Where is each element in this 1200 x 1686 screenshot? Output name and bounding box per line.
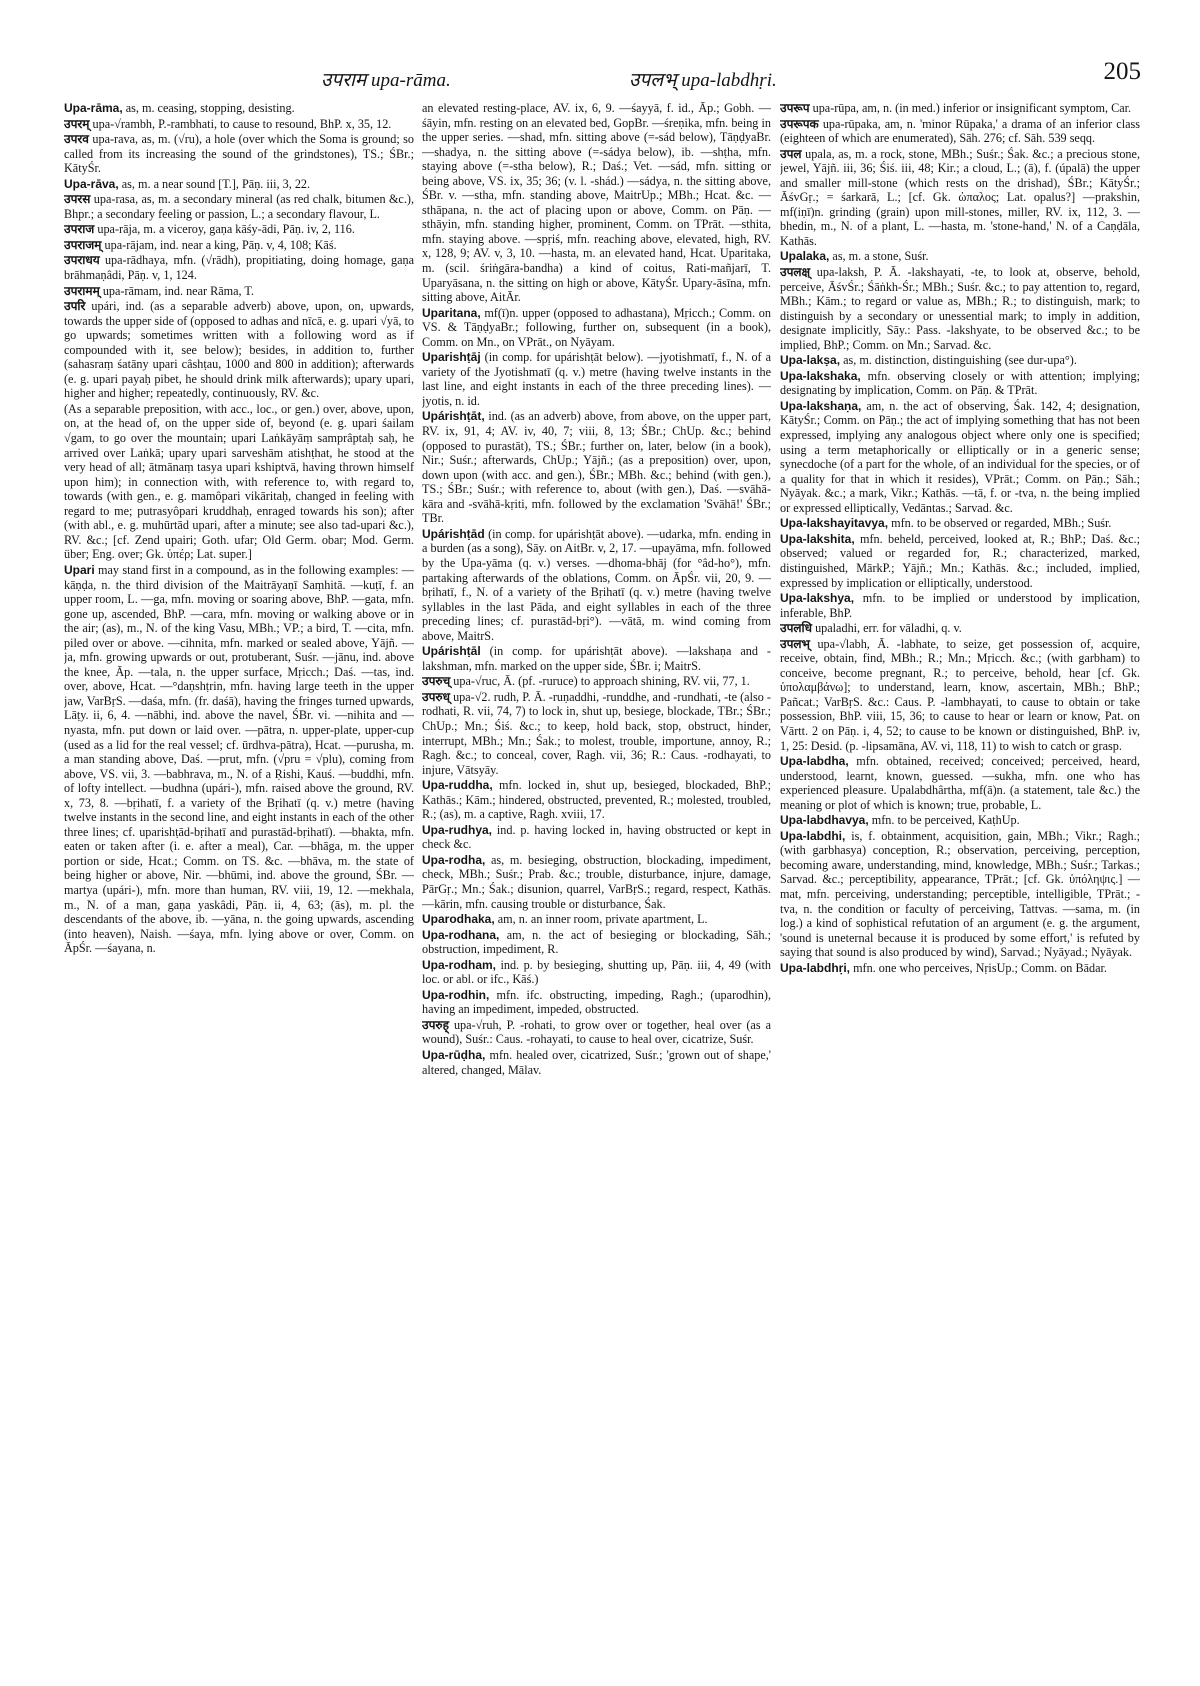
dictionary-entry [422, 350, 771, 408]
entry-headword: Upa-lakshya, [780, 591, 855, 606]
entry-headword: उपरामम् [64, 283, 100, 298]
entry-headword: उपरूपक [780, 116, 819, 131]
dictionary-entry [422, 1018, 771, 1047]
entry-headword: उपराजम् [64, 237, 102, 252]
entry-definition: upa-√labh, Ā. -labhate, to seize, get possession of, acquire, receive, obtain, find, MBh.; R.; Mn.; Mṛicch. &c.; (with garbham) to conceive, become pregnant, R.; to perceive, behold, hear [cf. Gk. ὑπολαμβάνω]; to understand, learn, know, ascertain, MBh.; BhP.; Pañcat.; VarBṛS. &c.: Caus. P. -lambhayati, to cause to obtain or take possession, BhP. viii, 15, 36; to cause to hear or learn or know, Pat. on Vārtt. 2 on Pāṇ. i, 4, 52; to cause to be known or distinguished, BhP. iv, 1, 25: Desid. (p. -lipsamāna, AV. vi, 118, 11) to wish to catch or grasp. [780, 636, 1140, 753]
entry-headword: उपल [780, 146, 802, 161]
entry-definition: upa-rāmam, ind. near Rāma, T. [99, 283, 254, 298]
entry-headword: Upárishṭāt, [422, 409, 485, 424]
dictionary-entry [64, 117, 414, 132]
entry-headword: उपराधय [64, 253, 100, 268]
dictionary-entry [64, 222, 414, 237]
entry-definition: (in comp. for upárishṭāt below). —jyotishmatī, f., N. of a variety of the Jyotishmatī (q. v.) metre (having twelve instants in the last line, and eight instants in each of the three preceding lines). —jyotis, n. id. [422, 350, 771, 408]
entry-headword: Upa-lakshaṇa, [780, 398, 862, 413]
entry-headword: Upa-rudhya, [422, 822, 493, 837]
entry-headword: उपरूप [780, 101, 810, 115]
dictionary-entry [780, 516, 1140, 531]
entry-headword: Upa-lakshayitavya, [780, 516, 889, 531]
entry-definition: upa-rājam, ind. near a king, Pāṇ. v, 4, 108; Kāś. [101, 237, 337, 252]
entry-headword: Upa-ruddha, [422, 778, 493, 793]
entry-headword: Upa-lakṣa, [780, 353, 841, 368]
dictionary-entry [780, 101, 1140, 116]
entry-definition: mfn. observing closely or with attention; implying; designating by implication, Comm. on Pāṇ. & TPrāt. [780, 368, 1140, 398]
entry-definition: ind. p. by besieging, shutting up, Pāṇ. iii, 4, 49 (with loc. or abl. or ifc., Kāś.) [422, 957, 771, 987]
entry-definition: upári, ind. (as a separable adverb) above, upon, on, upwards, towards the upper side of (opposed to adhas and nīcā, e. g. upari √yā, to go upwards; sometimes written with a following word as if compounded with it, see below); besides, in addition to, further (sahasraṃ śatāny upari câshṭau, 1000 and 800 in addition); afterwards (e. g. upari payaḥ pibet, he should drink milk afterwards); upary upari, higher and higher; repeatedly, continuously, RV. &c. [64, 299, 414, 401]
dictionary-entry [780, 399, 1140, 515]
dictionary-entry [422, 527, 771, 643]
entry-definition: mfn. beheld, perceived, looked at, R.; BhP.; Daś. &c.; observed; valued or regarded for, R.; characterized, marked, distinguished, MārkP.; Yājñ.; Mn.; Kathās. &c.; included, implied, expressed by implication or elliptically, understood. [780, 531, 1140, 590]
entry-definition: mfn. to be implied or understood by implication, inferable, BhP. [780, 591, 1140, 620]
entry-headword: उपरम् [64, 116, 90, 131]
entry-definition: mfn. ifc. obstructing, impeding, Ragh.; (uparodhin), having an impediment, impeded, obstructed. [422, 987, 771, 1017]
entry-definition: upa-√rambh, P.-rambhati, to cause to resound, BhP. x, 35, 12. [89, 116, 392, 131]
column-1 [64, 101, 414, 1666]
entry-definition: upa-√2. rudh, P. Ā. -ruṇaddhi, -runddhe, and -rundhati, -te (also -rodhati, R. vii, 74, 7) to lock in, shut up, besiege, blockade, TBr.; ŚBr.; ChUp.; Mn.; Śiś. &c.; to keep, hold back, stop, obstruct, hinder, interrupt, MBh.; Mn.; Śak.; to molest, trouble, importune, annoy, R.; Ragh. &c.; to conceal, cover, Ragh. vii, 36; R.: Caus. -rodhayati, to injure, Vātsyāy. [422, 689, 771, 777]
column-3 [780, 101, 1140, 1666]
dictionary-entry [422, 101, 771, 305]
entry-definition: mf(ī)n. upper (opposed to adhastana), Mṛicch.; Comm. on VS. & TāṇḍyaBr.; following, further on, subsequent (in a book), Comm. on Mn., on VPrāt., on Nyāyam. [422, 305, 771, 349]
entry-headword: उपलभ् [780, 636, 810, 651]
entry-definition: upaladhi, err. for vāladhi, q. v. [812, 621, 962, 636]
running-header [56, 58, 1141, 94]
dictionary-entry [64, 563, 414, 956]
entry-headword: Upa-rūḍha, [422, 1048, 486, 1062]
entry-definition: as, m. besieging, obstruction, blockading, impediment, check, MBh.; Suśr.; Prab. &c.; trouble, disturbance, injure, damage, PārGṛ.; Mn.; Śak.; disunion, quarrel, VarBṛS.; regard, respect, Kathās. —kārin, mfn. causing trouble or disturbance, Śak. [422, 852, 771, 911]
entry-headword: Upa-labdha, [780, 754, 849, 769]
dictionary-entry [780, 754, 1140, 812]
dictionary-entry [780, 265, 1140, 352]
dictionary-entry [422, 988, 771, 1017]
dictionary-entry [780, 637, 1140, 753]
entry-definition: upa-rāja, m. a viceroy, gaṇa kāśy-ādi, Pāṇ. iv, 2, 116. [94, 222, 355, 237]
entry-headword: उपरुह् [422, 1017, 449, 1032]
entry-definition: am, n. the act of observing, Śak. 142, 4; designation, KātyŚr.; Comm. on Pāṇ.; the act of implying something that has not been expressed, implying any analogous object where only one is specified; using a term metaphorically or elliptically or in a generic sense; synecdoche (of a part for the whole, of an individual for the species, or of a quality for that in which it resides), VPrāt.; Comm. on Pāṇ.; Sāh.; Nyāyak. &c.; a mark, Vikr.; Kathās. —tā, f. or -tva, n. the being implied or expressed elliptically, Vedāntas.; Sarvad. &c. [780, 398, 1140, 515]
dictionary-entry [422, 644, 771, 673]
dictionary-entry [422, 306, 771, 350]
entry-definition: upala, as, m. a rock, stone, MBh.; Suśr.; Śak. &c.; a precious stone, jewel, Yājñ. iii, 36; Śiś. iii, 48; Kir.; a cloud, L.; (ā), f. (úpalā) the upper and smaller mill-stone (which rests on the drishad), ŚBr.; KātyŚr.; ĀśvGṛ.; = śarkarā, L.; [cf. Gk. ὠπαλος; Lat. opalus?] —prakshin, mf(iṇī)n. grinding (grain) upon mill-stones, miller, RV. ix, 112, 3. —bhedin, m., N. of a plant, L. —hasta, m. 'stone-hand,' N. of a Caṇḍāla, Kathās. [780, 146, 1140, 248]
entry-headword: Upalaka, [780, 249, 830, 264]
dictionary-entry [422, 823, 771, 852]
entry-definition: an elevated resting-place, AV. ix, 6, 9. —śayyā, f. id., Āp.; Gobh. —śāyin, mfn. resting on an elevated bed, GopBr. —śreṇika, mfn. being in the upper series. —shad, mfn. sitting above (=-sád below), TāṇḍyaBr. —shadya, n. the sitting above (=-sádya below), ib. —shṭha, mfn. staying above (=-stha below), R.; Daś.; Vet. —sád, mfn. sitting or being above, VS. ix, 35; 36; (v. l. -shád.) —sádya, n. the sitting above, ŚBr. v. —stha, mfn. standing above, MaitrUp.; MBh.; Hcat. &c. —sthāpana, n. the act of placing upon or above, Comm. on Pāṇ. —sthāyin, mfn. standing higher, prominent, Comm. on TPrāt. —sthita, mfn. staying above. —spṛiś, mfn. reaching above, elevated, high, RV. x, 128, 9; AV. v, 3, 10. —hasta, m. an elevated hand, Hcat. Uparitaka, m. (scil. śriṅgāra-bandha) a kind of coitus, Rati-mañjarī, T. Uparyāsana, n. the sitting on high or above, KātyŚr. Upary-āsīna, mfn. sitting above, AitĀr. [422, 101, 771, 305]
entry-headword: Upa-rodhana, [422, 927, 500, 942]
dictionary-entry [422, 1048, 771, 1077]
entry-definition: mfn. one who perceives, NṛisUp.; Comm. on Bādar. [850, 960, 1107, 975]
entry-headword: उपरस [64, 192, 91, 207]
entry-headword: उपरुध् [422, 689, 450, 704]
entry-headword: Upa-lakshita, [780, 531, 855, 546]
entry-headword: उपराज [64, 222, 95, 237]
entry-headword: उपलधि [780, 621, 813, 636]
entry-definition: am, n. an inner room, private apartment, L. [494, 912, 708, 927]
dictionary-entry [64, 238, 414, 253]
dictionary-entry [780, 249, 1140, 264]
dictionary-entry [780, 532, 1140, 590]
header-center-guideword: उपलभ् upa-labdhṛi. [629, 70, 777, 91]
entry-headword: Upa-rodha, [422, 852, 486, 867]
dictionary-entry [64, 284, 414, 299]
entry-definition: as, m. a stone, Suśr. [829, 249, 929, 264]
entry-headword: उपलक्ष् [780, 265, 811, 280]
dictionary-entry [780, 353, 1140, 368]
dictionary-entry [422, 853, 771, 911]
entry-definition: upa-√ruc, Ā. (pf. -ruruce) to approach shining, RV. vii, 77, 1. [450, 674, 750, 689]
entry-definition: is, f. obtainment, acquisition, gain, MBh.; Vikr.; Ragh.; (with garbhasya) conception, R.; observation, perceiving, perception, becoming aware, understanding, mind, knowledge, MBh.; Suśr.; Tarkas.; Sarvad. &c.; perceptibility, appearance, TPrāt.; [cf. Gk. ὑπόληψις.] —mat, mfn. perceiving, understanding; perceptible, intelligible, TPrāt.; -tva, n. the condition or faculty of perceiving, Tattvas. —sama, m. (in log.) a kind of sophistical refutation of an argument (e. g. the argument, 'sound is uneternal because it is produced by some effort,' is refuted by saying that sound is also produced by wind), Sarvad.; Nyāyad.; Nyāyak. [780, 828, 1140, 960]
entry-headword: उपरुच् [422, 674, 451, 689]
dictionary-entry [780, 147, 1140, 249]
entry-definition: upa-rava, as, m. (√ru), a hole (over which the Soma is ground; so called from its increasing the sound of the grindstones), TS.; ŚBr.; KātyŚr. [64, 132, 414, 176]
dictionary-entry [780, 829, 1140, 960]
dictionary-entry [422, 928, 771, 957]
dictionary-entry [422, 958, 771, 987]
dictionary-entry [64, 132, 414, 176]
entry-headword: Upa-labdhṛi, [780, 960, 851, 975]
dictionary-entry [422, 778, 771, 822]
page-number: 205 [1103, 58, 1141, 85]
entry-definition: (in comp. for upárishṭāt above). —lakshaṇa and -lakshman, mfn. marked on the upper side, ŚBr. i; MaitrS. [422, 644, 771, 673]
dictionary-entry [780, 621, 1140, 636]
entry-definition: mfn. to be observed or regarded, MBh.; Suśr. [888, 516, 1112, 531]
entry-definition: as, m. ceasing, stopping, desisting. [122, 101, 295, 115]
dictionary-entry [780, 961, 1140, 976]
entry-definition: may stand first in a compound, as in the following examples: —kāṇḍa, n. the third division of the Maitrāyaṇī Saṃhitā. —kuṭī, f. an upper room, L. —ga, mfn. moving or soaring above, BhP. —gata, mfn. gone up, ascended, BhP. —cara, mfn. moving or walking above or in the air; (as), m., N. of the king Vasu, MBh.; VP.; a bird, T. —cita, mfn. piled over or above. —cihnita, mfn. marked or sealed above, Yājñ. —ja, mfn. growing upwards or out, protuberant, Suśr. —jānu, ind. above the knee, Āp. —tala, n. the upper surface, Mṛicch.; Daś. —tas, ind. over, above, Hcat. —°daṇshṭrin, mfn. having large teeth in the upper jaw, VarBṛS. —daśa, mfn. (fr. daśā), having the fringes turned upwards, Lāṭy. ii, 6, 4. —nābhi, ind. above the navel, ŚBr. vi. —nihita and —nyasta, mfn. put down or laid over. —pātra, n. upper-plate, upper-cup (used as a lid for the real vessel; cf. ūrdhva-pātra), Hcat. —purusha, m. a man standing above, Daś. —prut, mfn. (√pru = √plu), coming from above, VS. vii, 3. —babhrava, m., N. of a Ṛishi, Kauś. —buddhi, mfn. of lofty intellect. —budhna (upári-), mfn. raised above the ground, RV. x, 73, 8. —bṛihatī, f. a variety of the Bṛihatī (q. v.) metre (having twelve instants in the second line, and eight instants in each of the other three lines; cf. uparishṭād-bṛihatī and purastād-bṛihatī). —bhakta, mfn. eaten or taken after (i. e. after a meal), Car. —bhāga, m. the upper portion or side, Hcat.; Comm. on TS. &c. —bhāva, m. the state of being higher or above, Nir. —bhūmi, ind. above the ground, ŚBr. —martya (upári-), mfn. more than human, RV. viii, 19, 12. —mekhala, m., N. of a man, gaṇa yaskâdi, Pāṇ. ii, 4, 63; (ās), m. pl. the descendants of the above, ib. —yāna, n. the going upwards, ascending (into heaven), Naish. —śaya, mfn. lying above or over, Comm. on ĀpŚr. —śayana, n. [64, 562, 414, 956]
entry-headword: Upa-rāva, [64, 176, 119, 191]
dictionary-entry [780, 117, 1140, 146]
entry-definition: upa-laksh, P. Ā. -lakshayati, -te, to look at, observe, behold, perceive, ĀśvŚr.; Śāṅkh-Śr.; MBh.; Suśr. &c.; to pay attention to, regard, MBh.; Kām.; to regard or value as, MBh.; R.; to distinguish, mark; to distinguish by a secondary or unessential mark; to imply in addition, designate implicitly, Sāy.: Pass. -lakshyate, to be observed &c.; to be implied, BhP.; Comm. on Mn.; Sarvad. &c. [780, 265, 1140, 352]
entry-headword: Upa-rodhin, [422, 987, 490, 1002]
header-left-guideword: उपराम upa-rāma. [321, 70, 451, 91]
dictionary-entry [64, 299, 414, 401]
entry-definition: am, n. the act of besieging or blockading, Sāh.; obstruction, impediment, R. [422, 927, 771, 957]
entry-definition: (in comp. for upárishṭāt above). —udarka, mfn. ending in a burden (as a song), Sāy. on AitBr. v, 2, 17. —upayāma, mfn. followed by the Upa-yāma (q. v.) verses. —dhoma-bhāj (for °âd-ho°), mfn. partaking afterwards of the oblations, Comm. on ĀpŚr. vii, 20, 9. —bṛihatī, f., N. of a variety of the Bṛihatī (q. v.) metre (having twelve syllables in the last Pāda, and eight syllables in each of the three preceding lines; cf. purastād-bṛi°). —vātā, m. wind coming from above, MaitrS. [422, 526, 771, 643]
dictionary-entry [422, 912, 771, 927]
dictionary-entry [64, 402, 414, 562]
entry-headword: उपरव [64, 132, 89, 147]
entry-headword: Upa-labdhi, [780, 828, 846, 843]
dictionary-entry [64, 177, 414, 192]
column-2 [422, 101, 771, 1666]
entry-headword: Uparitana, [422, 305, 481, 320]
entry-definition: mfn. locked in, shut up, besieged, blockaded, BhP.; Kathās.; Kām.; hindered, obstructed, prevented, R.; molested, troubled, R.; (as), m. a captive, Ragh. xviii, 17. [422, 778, 771, 822]
entry-definition: ind. (as an adverb) above, from above, on the upper part, RV. ix, 91, 4; AV. iv, 40, 7; viii, 8, 13; ŚBr.; ChUp. &c.; behind (opposed to purastāt), TS.; ŚBr.; further on, later, below (in a book), Nir.; Suśr.; afterwards, ChUp.; Yājñ.; (as a preposition) over, upon, down upon (with acc. and gen.), ŚBr.; MBh. &c.; behind (with gen.), TS.; ŚBr.; Suśr.; with reference to, about (with gen.), Daś. —svāhā-kāra and -svāhā-kṛiti, mfn. followed by the exclamation 'Svāhā!' ŚBr.; TBr. [422, 409, 771, 526]
entry-definition: mfn. to be perceived, KaṭhUp. [868, 813, 1020, 828]
entry-definition: upa-rūpaka, am, n. 'minor Rūpaka,' a drama of an inferior class (eighteen of which are enumerated), Sāh. 276; cf. Sāh. 539 seqq. [780, 116, 1140, 146]
dictionary-entry [64, 253, 414, 282]
entry-headword: Uparodhaka, [422, 912, 495, 927]
entry-definition: upa-rādhaya, mfn. (√rādh), propitiating, doing homage, gaṇa brāhmaṇâdi, Pāṇ. v, 1, 124. [64, 253, 414, 283]
entry-headword: Upa-labdhavya, [780, 813, 869, 828]
dictionary-entry [422, 690, 771, 777]
entry-definition: upa-√ruh, P. -rohati, to grow over or together, heal over (as a wound), Suśr.: Caus. -rohayati, to cause to heal over, cicatrize, Suśr. [422, 1017, 771, 1047]
entry-definition: mfn. healed over, cicatrized, Suśr.; 'grown out of shape,' altered, changed, Mālav. [422, 1048, 771, 1077]
entry-definition: upa-rūpa, am, n. (in med.) inferior or insignificant symptom, Car. [809, 101, 1132, 115]
entry-definition: as, m. distinction, distinguishing (see dur-upa°). [840, 353, 1077, 368]
entry-headword: Uparishṭāj [422, 350, 481, 365]
entry-headword: Upárishṭād [422, 526, 485, 541]
entry-headword: Upa-rodham, [422, 957, 497, 972]
dictionary-entry [780, 591, 1140, 620]
entry-definition: ind. p. having locked in, having obstructed or kept in check &c. [422, 822, 771, 852]
dictionary-entry [780, 369, 1140, 398]
entry-headword: Upa-lakshaka, [780, 368, 861, 383]
dictionary-entry [422, 674, 771, 689]
dictionary-entry [780, 813, 1140, 828]
entry-headword: उपरि [64, 299, 86, 314]
dictionary-entry [64, 192, 414, 221]
entry-headword: Upari [64, 562, 95, 577]
entry-headword: Upa-rāma, [64, 101, 123, 115]
entry-headword: Upárishṭāl [422, 644, 481, 659]
dictionary-entry [64, 101, 414, 116]
entry-definition: (As a separable preposition, with acc., loc., or gen.) over, above, upon, on, at the head of, on the upper side of, beyond (e. g. upari śailam √gam, to go over the mountain; upari Laṅkāyāṃ samprâptaḥ saḥ, he arrived over Laṅkā; upary upari sarveshām atishṭhat, he stood at the very head of all; ātmānaṃ tasya upari kshiptvā, having thrown himself upon him); in connection with, with reference to, with regard to, towards (with gen., e. g. mamôpari vikāritaḥ, changed in feeling with regard to me; putrasyôpari kruddhaḥ, enraged towards his son); after (with abl., e. g. muhūrtād upari, after a minute; see also tad-upari &c.), RV. &c.; [cf. Zend upairi; Goth. ufar; Old Germ. obar; Mod. Germ. über; Eng. over; Gk. ὑπέρ; Lat. super.] [64, 401, 414, 562]
entry-definition: as, m. a near sound [T.], Pāṇ. iii, 3, 22. [118, 176, 311, 191]
entry-definition: upa-rasa, as, m. a secondary mineral (as red chalk, bitumen &c.), Bhpr.; a secondary feeling or passion, L.; a secondary flavour, L. [64, 192, 414, 221]
dictionary-entry [422, 409, 771, 525]
entry-definition: mfn. obtained, received; conceived; perceived, heard, understood, learnt, known, guessed. —sukha, mfn. one who has experienced pleasure. Upalabdhârtha, mf(ā)n. (a statement, tale &c.) the meaning or plot of which is known; true, probable, L. [780, 754, 1140, 812]
